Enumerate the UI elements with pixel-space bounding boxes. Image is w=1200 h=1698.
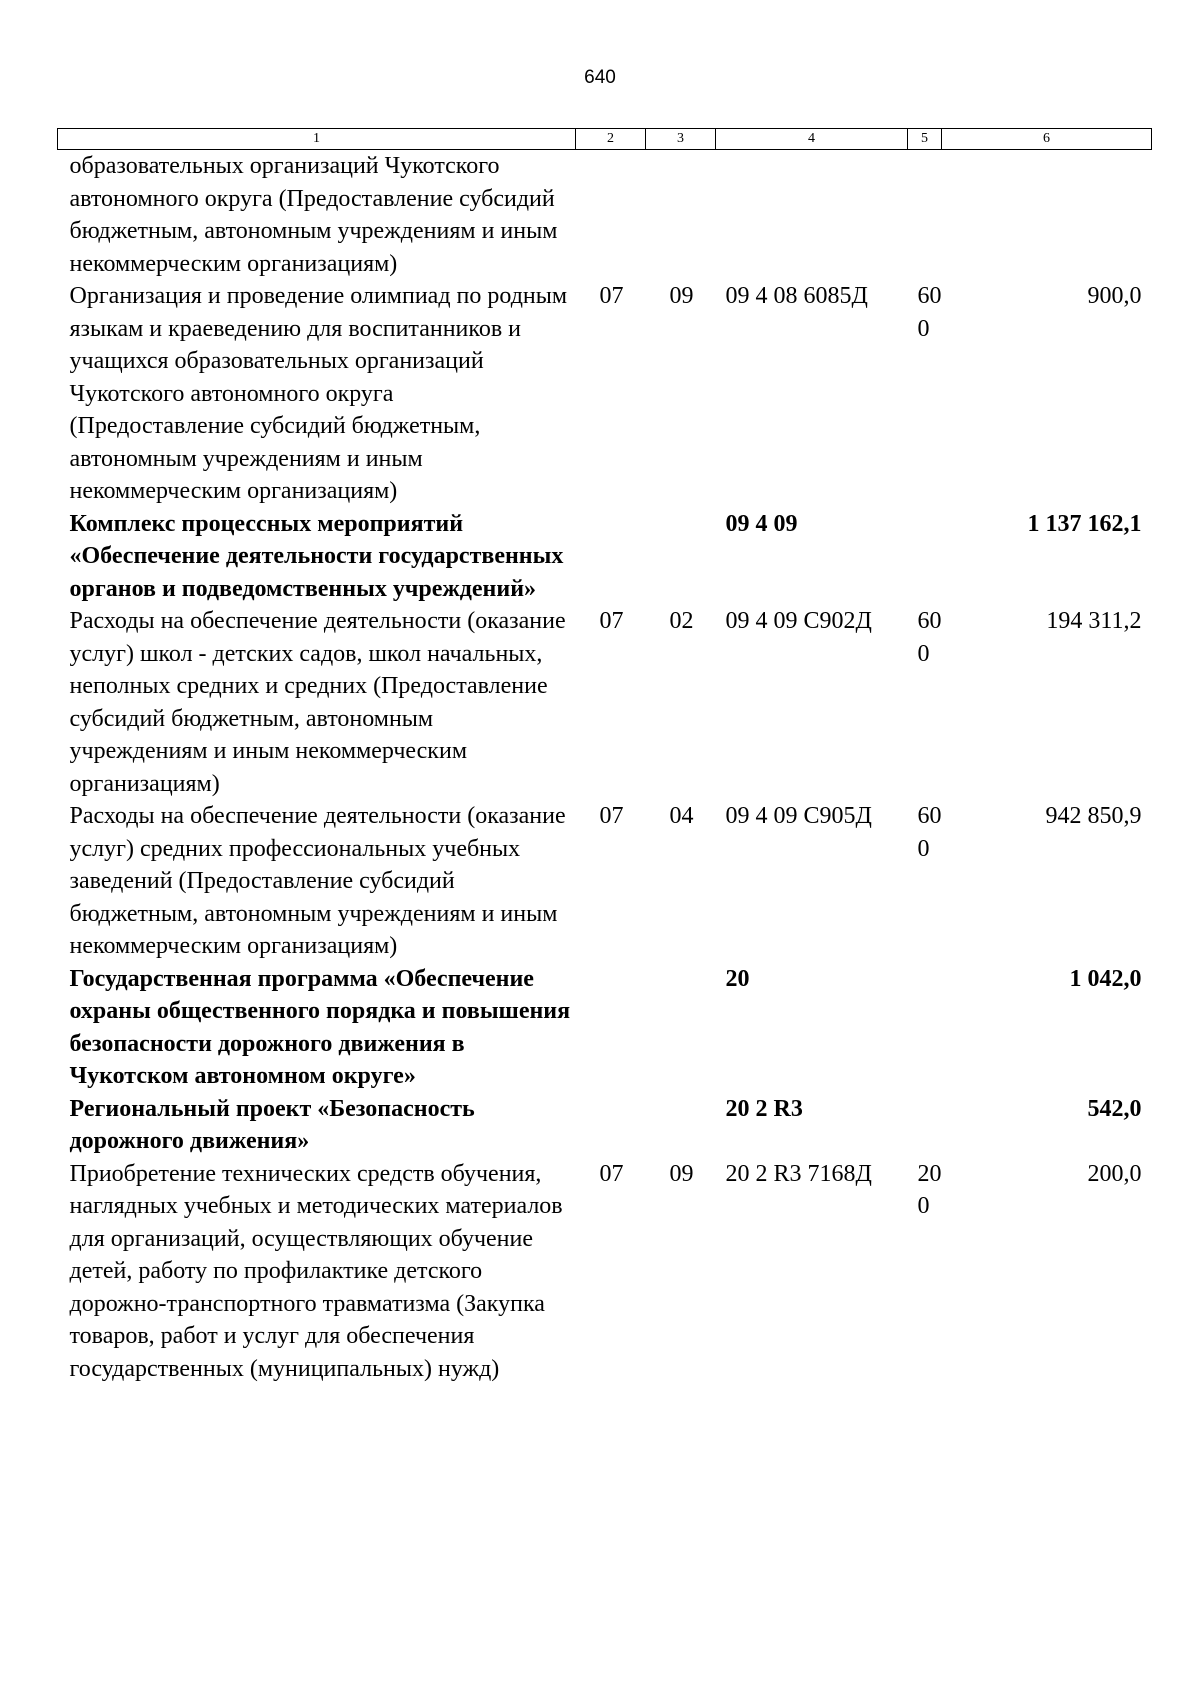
- row-code: 09 4 09 С905Д: [725, 803, 872, 829]
- page-number: 640: [584, 67, 616, 88]
- table-row: [58, 1158, 1152, 1386]
- row-expense-type: [908, 1093, 942, 1158]
- row-name: Расходы на обеспечение деятельности (оказание услуг) школ - детских садов, школ начальных, неполных средних и средних (Предоставление субсидий бюджетным, автономным учреждениям и иным некоммерческим организациям): [69, 608, 566, 797]
- row-section: 07: [599, 608, 624, 634]
- row-amount: 194 311,2: [1046, 608, 1142, 634]
- row-section: [576, 1093, 646, 1158]
- table-row: [58, 963, 1152, 1093]
- row-code: 20 2 R3 7168Д: [725, 1160, 872, 1187]
- row-section: 07: [599, 1160, 624, 1187]
- row-expense-type: 600: [917, 803, 942, 862]
- row-name: Расходы на обеспечение деятельности (оказание услуг) средних профессиональных учебных заведений (Предоставление субсидий бюджетным, автономным учреждениям и иным некоммерческим организациям): [69, 803, 566, 959]
- row-subsection: 02: [669, 608, 694, 634]
- row-amount: 900,0: [1087, 283, 1142, 309]
- column-header: 4: [716, 129, 908, 150]
- table-row: [58, 605, 1152, 800]
- row-code: 20 2 R3: [725, 1095, 803, 1122]
- column-header: 5: [908, 129, 942, 150]
- row-name: образовательных организаций Чукотского автономного округа (Предоставление субсидий бюджетным, автономным учреждениям и иным некоммерческим организациям): [69, 153, 558, 277]
- table-row: [58, 150, 1152, 281]
- row-section: 07: [599, 803, 624, 829]
- table-body: [58, 150, 1152, 1386]
- row-expense-type: 600: [917, 283, 942, 342]
- column-number-row: [58, 129, 1152, 150]
- row-amount: 1 137 162,1: [1027, 510, 1142, 537]
- table-row: [58, 280, 1152, 508]
- budget-table: [57, 128, 1152, 1385]
- table-row: [58, 508, 1152, 606]
- row-amount: 542,0: [1087, 1095, 1142, 1122]
- row-expense-type: [908, 963, 942, 1093]
- row-name: Комплекс процессных мероприятий «Обеспечение деятельности государственных органов и подведомственных учреждений»: [69, 510, 564, 602]
- column-header: 1: [58, 129, 576, 150]
- row-name: Региональный проект «Безопасность дорожного движения»: [69, 1095, 475, 1154]
- row-subsection: 09: [669, 283, 694, 309]
- row-code: 09 4 09: [725, 510, 798, 537]
- row-subsection: [646, 150, 716, 281]
- row-subsection: [646, 508, 716, 606]
- row-amount: [942, 150, 1152, 281]
- column-header: 3: [646, 129, 716, 150]
- row-section: [576, 508, 646, 606]
- table-row: [58, 800, 1152, 963]
- row-code: 20: [725, 965, 750, 992]
- row-code: [716, 150, 908, 281]
- row-expense-type: 200: [917, 1160, 942, 1219]
- row-name: Приобретение технических средств обучения, наглядных учебных и методических материалов для организаций, осуществляющих обучение детей, работу по профилактике детского дорожно-транспортного травматизма (Закупка товаров, работ и услуг для обеспечения государственных (муниципальных) нужд): [69, 1160, 563, 1382]
- row-name: Государственная программа «Обеспечение охраны общественного порядка и повышения безопасности дорожного движения в Чукотском автономном округе»: [69, 965, 571, 1089]
- row-code: 09 4 08 6085Д: [725, 283, 868, 309]
- row-code: 09 4 09 С902Д: [725, 608, 872, 634]
- table-row: [58, 1093, 1152, 1158]
- row-section: [576, 150, 646, 281]
- row-expense-type: [908, 508, 942, 606]
- row-subsection: [646, 963, 716, 1093]
- row-amount: 1 042,0: [1069, 965, 1142, 992]
- row-section: 07: [599, 283, 624, 309]
- row-amount: 200,0: [1087, 1160, 1142, 1187]
- row-expense-type: 600: [917, 608, 942, 667]
- column-header: 6: [942, 129, 1152, 150]
- row-subsection: 09: [669, 1160, 694, 1187]
- row-amount: 942 850,9: [1045, 803, 1142, 829]
- row-section: [576, 963, 646, 1093]
- row-subsection: [646, 1093, 716, 1158]
- row-expense-type: [908, 150, 942, 281]
- row-subsection: 04: [669, 803, 694, 829]
- column-header: 2: [576, 129, 646, 150]
- row-name: Организация и проведение олимпиад по родным языкам и краеведению для воспитанников и учащихся образовательных организаций Чукотского автономного округа (Предоставление субсидий бюджетным, автономным учреждениям и иным некоммерческим организациям): [69, 283, 568, 504]
